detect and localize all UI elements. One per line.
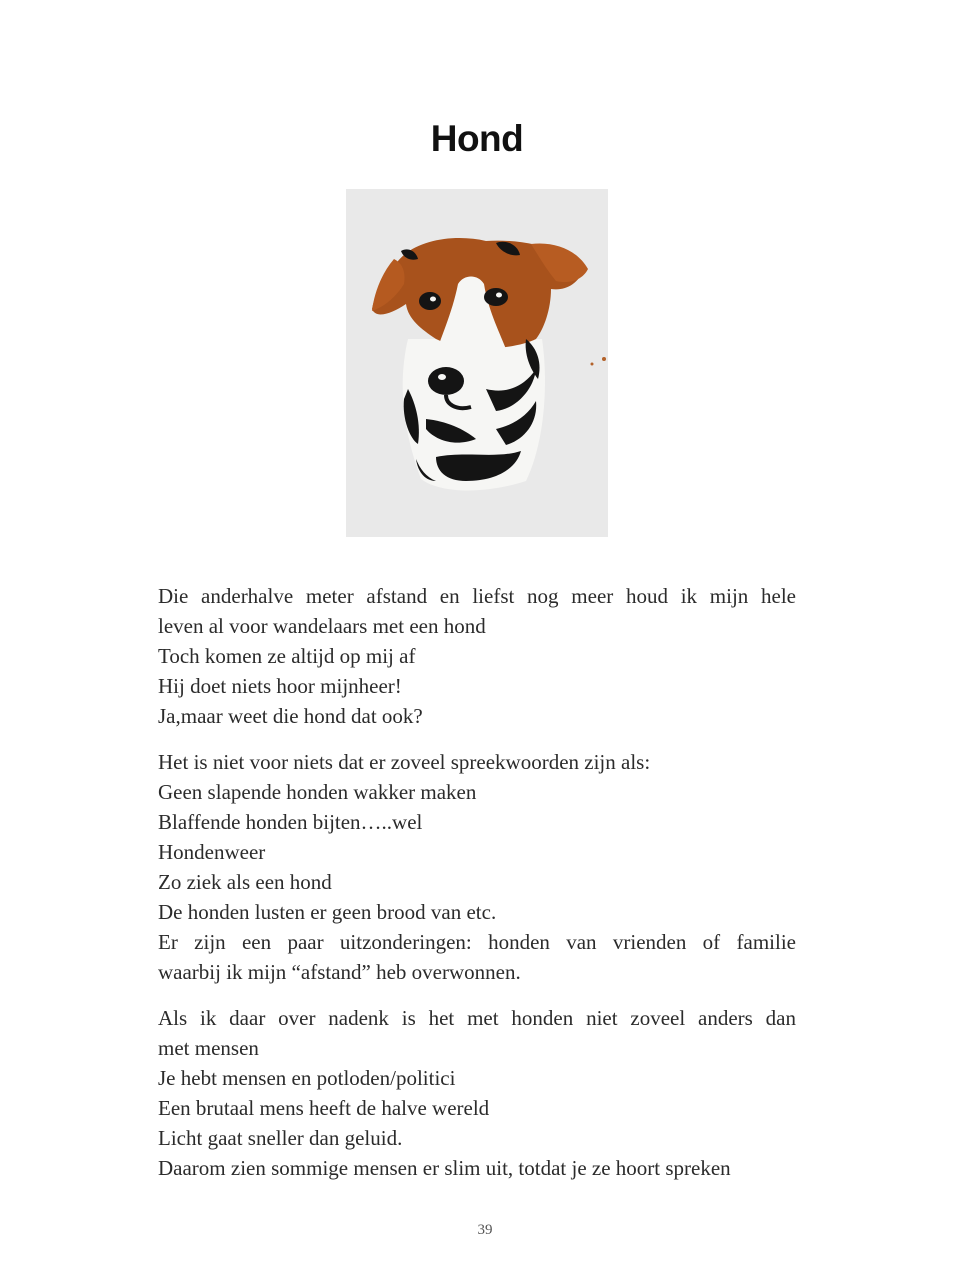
text-line: Er zijn een paar uitzonderingen: honden van vrienden of familie — [158, 930, 796, 954]
paragraph-1 — [158, 581, 796, 731]
text-line: Je hebt mensen en potloden/politici — [158, 1066, 456, 1090]
dog-painting — [346, 189, 608, 537]
text-line: Als ik daar over nadenk is het met honden niet zoveel anders dan — [158, 1006, 796, 1030]
poem-text — [158, 581, 796, 1199]
text-line: Zo ziek als een hond — [158, 870, 332, 894]
text-line: De honden lusten er geen brood van etc. — [158, 900, 497, 924]
text-line: Geen slapende honden wakker maken — [158, 780, 477, 804]
text-line: Het is niet voor niets dat er zoveel spreekwoorden zijn als: — [158, 750, 651, 774]
text-line: met mensen — [158, 1036, 259, 1060]
paragraph-2 — [158, 747, 796, 987]
text-line: Hondenweer — [158, 840, 266, 864]
text-line: Daarom zien sommige mensen er slim uit, totdat je ze hoort spreken — [158, 1156, 731, 1180]
text-line: leven al voor wandelaars met een hond — [158, 614, 486, 638]
text-line: Toch komen ze altijd op mij af — [158, 644, 416, 668]
page-title: Hond — [430, 118, 524, 159]
text-line: Licht gaat sneller dan geluid. — [158, 1126, 403, 1150]
page-number: 39 — [477, 1222, 493, 1238]
text-line: waarbij ik mijn “afstand” heb overwonnen. — [158, 960, 521, 984]
text-line: Die anderhalve meter afstand en liefst nog meer houd ik mijn hele — [158, 584, 796, 608]
text-line: Hij doet niets hoor mijnheer! — [158, 674, 402, 698]
text-line: Ja,maar weet die hond dat ook? — [158, 704, 423, 728]
text-line: Een brutaal mens heeft de halve wereld — [158, 1096, 490, 1120]
paragraph-3 — [158, 1003, 796, 1183]
text-line: Blaffende honden bijten…..wel — [158, 810, 423, 834]
